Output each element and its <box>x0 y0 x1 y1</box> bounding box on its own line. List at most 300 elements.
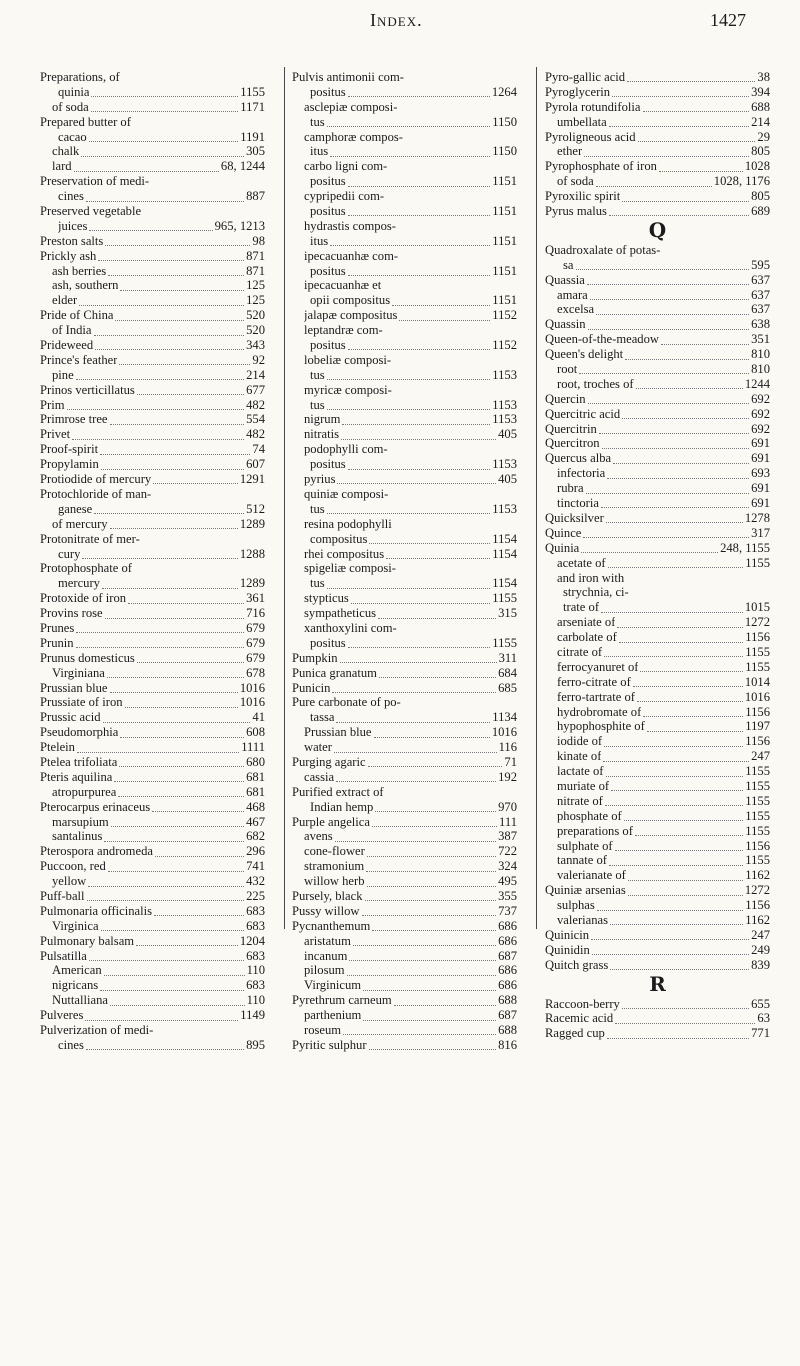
entry-term: valerianate of <box>557 868 626 883</box>
dot-leader <box>332 683 496 693</box>
dot-leader <box>336 713 490 723</box>
entry-page-ref: 1288 <box>239 546 265 561</box>
entry-page-ref: 1155 <box>745 644 770 659</box>
entry-term: Quicksilver <box>545 510 604 525</box>
index-entry <box>292 517 517 532</box>
index-entry <box>40 770 265 785</box>
dot-leader <box>327 504 491 514</box>
entry-term: Pussy willow <box>292 903 360 918</box>
dot-leader <box>635 826 743 836</box>
entry-page-ref: 689 <box>751 204 770 219</box>
entry-term: Quercin <box>545 391 586 406</box>
entry-term: atropurpurea <box>52 784 117 799</box>
index-entry <box>40 1023 265 1038</box>
index-entry <box>40 1008 265 1023</box>
dot-leader <box>336 772 496 782</box>
entry-page-ref: 351 <box>751 332 770 347</box>
entry-page-ref: 1156 <box>745 630 770 645</box>
entry-page-ref: 607 <box>246 457 265 472</box>
entry-page-ref: 1156 <box>745 838 770 853</box>
entry-page-ref: 1289 <box>239 576 265 591</box>
index-entry <box>40 85 265 100</box>
index-entry <box>545 585 770 600</box>
entry-page-ref: 1155 <box>745 808 770 823</box>
entry-page-ref: 679 <box>246 650 265 665</box>
entry-term: Propylamin <box>40 457 99 472</box>
index-entry <box>545 159 770 174</box>
index-entry <box>545 645 770 660</box>
entry-page-ref: 1197 <box>745 719 770 734</box>
entry-term: quinia <box>58 84 90 99</box>
dot-leader <box>348 266 491 276</box>
entry-term: Queen-of-the-meadow <box>545 332 659 347</box>
entry-term: Pulveres <box>40 1008 84 1023</box>
index-entry <box>40 398 265 413</box>
entry-term: Prunes <box>40 620 75 635</box>
dot-leader <box>152 802 244 812</box>
entry-page-ref: 361 <box>246 591 265 606</box>
index-entry <box>40 978 265 993</box>
entry-term: cone-flower <box>304 844 365 859</box>
dot-leader <box>622 192 749 202</box>
index-entry <box>292 487 517 502</box>
entry-term: positus <box>310 635 346 650</box>
dot-leader <box>349 951 496 961</box>
entry-term: positus <box>310 174 346 189</box>
dot-leader <box>76 623 244 633</box>
entry-page-ref: 692 <box>751 421 770 436</box>
entry-term: ash berries <box>52 263 107 278</box>
entry-page-ref: 805 <box>751 144 770 159</box>
index-entry <box>40 159 265 174</box>
dot-leader <box>590 290 749 300</box>
index-entry <box>545 70 770 85</box>
index-entry <box>545 958 770 973</box>
index-entry <box>40 219 265 234</box>
dot-leader <box>95 340 244 350</box>
dot-leader <box>615 1014 755 1024</box>
entry-term: Pyrus malus <box>545 204 607 219</box>
entry-term: Pumpkin <box>292 650 338 665</box>
dot-leader <box>110 415 245 425</box>
index-entry <box>292 189 517 204</box>
index-entry <box>545 496 770 511</box>
entry-term: Quinia <box>545 540 580 555</box>
index-entry <box>40 234 265 249</box>
entry-page-ref: 1111 <box>241 740 265 755</box>
dot-leader <box>587 275 749 285</box>
index-entry <box>40 829 265 844</box>
index-entry <box>292 100 517 115</box>
dot-leader <box>597 901 743 911</box>
index-entry <box>292 502 517 517</box>
entry-page-ref: 691 <box>751 481 770 496</box>
index-entry <box>545 615 770 630</box>
dot-leader <box>115 311 244 321</box>
entry-page-ref: 1152 <box>492 308 517 323</box>
entry-page-ref: 678 <box>246 665 265 680</box>
dot-leader <box>596 177 712 187</box>
index-entry <box>545 273 770 288</box>
entry-term: Pyroglycerin <box>545 84 611 99</box>
entry-page-ref: 225 <box>246 888 265 903</box>
entry-page-ref: 1191 <box>240 129 265 144</box>
index-entry <box>40 1038 265 1053</box>
index-entry <box>545 174 770 189</box>
dot-leader <box>637 692 743 702</box>
entry-page-ref: 1155 <box>240 84 265 99</box>
index-entry <box>545 839 770 854</box>
index-entry <box>292 978 517 993</box>
dot-leader <box>348 460 491 470</box>
running-title: Index. <box>370 10 423 30</box>
index-entry <box>545 749 770 764</box>
entry-page-ref: 1016 <box>744 689 770 704</box>
index-entry <box>292 919 517 934</box>
dot-leader <box>137 653 244 663</box>
entry-term: incanum <box>304 948 348 963</box>
entry-term: Ragged cup <box>545 1026 605 1041</box>
index-entry <box>40 442 265 457</box>
index-entry <box>292 606 517 621</box>
entry-page-ref: 691 <box>751 496 770 511</box>
entry-term: Prideweed <box>40 338 94 353</box>
entry-term: ipecacuanhæ com- <box>304 248 399 263</box>
dot-leader <box>334 743 497 753</box>
entry-page-ref: 1155 <box>745 853 770 868</box>
index-entry <box>292 651 517 666</box>
entry-page-ref: 810 <box>751 347 770 362</box>
entry-term: ganese <box>58 501 93 516</box>
entry-term: Pulmonaria officinalis <box>40 903 153 918</box>
dot-leader <box>351 594 490 604</box>
entry-term: Punicin <box>292 680 331 695</box>
index-entry <box>292 353 517 368</box>
index-entry <box>292 159 517 174</box>
index-entry <box>40 293 265 308</box>
entry-term: tus <box>310 576 325 591</box>
entry-page-ref: 655 <box>751 996 770 1011</box>
entry-term: Pterocarpus erinaceus <box>40 799 151 814</box>
entry-term: sulphate of <box>557 838 613 853</box>
entry-term: Preserved vegetable <box>40 204 142 219</box>
index-entry <box>40 934 265 949</box>
index-entry <box>545 571 770 586</box>
entry-term: cacao <box>58 129 87 144</box>
index-entry <box>545 511 770 526</box>
entry-term: roseum <box>304 1023 342 1037</box>
entry-term: citrate of <box>557 644 603 659</box>
entry-page-ref: 116 <box>498 740 517 755</box>
dot-leader <box>365 891 497 901</box>
entry-page-ref: 1028, 1176 <box>713 174 770 189</box>
entry-page-ref: 110 <box>246 993 265 1008</box>
index-entry <box>292 963 517 978</box>
entry-term: Quercitric acid <box>545 406 621 421</box>
entry-term: Pyrethrum carneum <box>292 993 392 1008</box>
entry-term: stypticus <box>304 591 349 606</box>
dot-leader <box>613 454 749 464</box>
index-entry <box>40 606 265 621</box>
entry-term: Protoxide of iron <box>40 591 127 606</box>
index-entry <box>40 532 265 547</box>
index-entry <box>545 362 770 377</box>
entry-page-ref: 1272 <box>744 615 770 630</box>
index-entry <box>292 725 517 740</box>
index-entry <box>292 219 517 234</box>
entry-term: cypripedii com- <box>304 189 385 204</box>
entry-term: Quercitron <box>545 436 600 451</box>
entry-term: willow herb <box>304 874 365 889</box>
entry-term: American <box>52 963 102 978</box>
index-entry <box>292 621 517 636</box>
entry-term: pine <box>52 367 74 382</box>
entry-term: lactate of <box>557 764 604 779</box>
dot-leader <box>103 713 251 723</box>
entry-term: Punica granatum <box>292 665 377 680</box>
entry-term: itus <box>310 233 329 248</box>
index-entry <box>292 800 517 815</box>
dot-leader <box>607 469 749 479</box>
dot-leader <box>353 936 496 946</box>
dot-leader <box>100 445 250 455</box>
entry-term: Pycnanthemum <box>292 918 371 933</box>
entry-term: nitratis <box>304 427 339 442</box>
index-entry <box>292 815 517 830</box>
section-letter: Q <box>648 217 667 242</box>
dot-leader <box>583 528 749 538</box>
entry-page-ref: 1151 <box>492 293 517 308</box>
index-entry <box>545 853 770 868</box>
dot-leader <box>602 439 750 449</box>
entry-page-ref: 512 <box>246 501 265 516</box>
dot-leader <box>610 915 743 925</box>
page-header <box>0 10 800 40</box>
dot-leader <box>81 147 244 157</box>
dot-leader <box>128 594 244 604</box>
index-entry <box>292 144 517 159</box>
entry-page-ref: 311 <box>498 650 517 665</box>
entry-term: Pterospora andromeda <box>40 844 153 859</box>
dot-leader <box>609 206 749 216</box>
entry-term: asclepiæ composi- <box>304 99 398 114</box>
index-entry <box>545 377 770 392</box>
index-entry <box>292 561 517 576</box>
entry-term: Pulmonary balsam <box>40 933 135 948</box>
dot-leader <box>581 543 718 553</box>
dot-leader <box>588 320 750 330</box>
dot-leader <box>378 609 496 619</box>
entry-term: pilosum <box>304 963 345 978</box>
dot-leader <box>91 102 239 112</box>
dot-leader <box>609 117 749 127</box>
entry-page-ref: 1156 <box>745 898 770 913</box>
entry-term: sa <box>563 257 574 272</box>
entry-term: Pteris aquilina <box>40 769 113 784</box>
index-entry <box>292 844 517 859</box>
entry-term: Pseudomorphia <box>40 725 119 740</box>
dot-leader <box>643 102 750 112</box>
entry-term: nitrate of <box>557 793 603 808</box>
dot-leader <box>592 945 749 955</box>
entry-page-ref: 1244 <box>744 376 770 391</box>
entry-term: parthenium <box>304 1008 362 1023</box>
entry-term: Pyritic sulphur <box>292 1037 367 1052</box>
entry-page-ref: 1155 <box>745 659 770 674</box>
dot-leader <box>608 558 744 568</box>
index-entry <box>40 666 265 681</box>
dot-leader <box>366 862 496 872</box>
entry-term: Nuttalliana <box>52 993 108 1008</box>
entry-term: Prinos verticillatus <box>40 382 135 397</box>
index-entry <box>292 904 517 919</box>
entry-term: root <box>557 362 578 377</box>
index-entry <box>40 651 265 666</box>
entry-page-ref: 965, 1213 <box>214 218 265 233</box>
entry-term: Privet <box>40 427 71 442</box>
entry-term: Queen's delight <box>545 347 624 362</box>
entry-term: Prim <box>40 397 65 412</box>
entry-page-ref: 1154 <box>492 531 517 546</box>
entry-page-ref: 1153 <box>492 457 517 472</box>
index-entry <box>40 561 265 576</box>
index-entry <box>292 1023 517 1038</box>
index-entry <box>545 347 770 362</box>
index-entry <box>292 547 517 562</box>
entry-page-ref: 1291 <box>239 472 265 487</box>
dot-leader <box>610 960 749 970</box>
dot-leader <box>341 430 496 440</box>
entry-page-ref: 1154 <box>492 546 517 561</box>
entry-term: Prussian blue <box>304 725 372 740</box>
dot-leader <box>154 906 244 916</box>
entry-page-ref: 1171 <box>240 99 265 114</box>
entry-term: Preparations, of <box>40 70 120 84</box>
entry-page-ref: 686 <box>498 978 517 993</box>
index-entry <box>292 130 517 145</box>
index-entry <box>40 710 265 725</box>
entry-term: umbellata <box>557 114 607 129</box>
dot-leader <box>118 787 244 797</box>
entry-page-ref: 249 <box>751 942 770 957</box>
entry-page-ref: 405 <box>498 472 517 487</box>
index-entry <box>292 695 517 710</box>
index-entry <box>545 302 770 317</box>
entry-term: avens <box>304 829 333 844</box>
dot-leader <box>372 921 496 931</box>
index-entry <box>40 189 265 204</box>
dot-leader <box>615 841 744 851</box>
entry-term: positus <box>310 457 346 472</box>
index-entry <box>545 898 770 913</box>
entry-page-ref: 98 <box>252 233 265 248</box>
entry-page-ref: 684 <box>498 665 517 680</box>
dot-leader <box>348 87 490 97</box>
dot-leader <box>647 722 743 732</box>
entry-term: Preston salts <box>40 233 104 248</box>
index-entry <box>40 725 265 740</box>
entry-page-ref: 810 <box>751 362 770 377</box>
entry-term: of mercury <box>52 516 108 531</box>
entry-page-ref: 686 <box>498 963 517 978</box>
index-entry <box>292 770 517 785</box>
entry-term: spigeliæ composi- <box>304 561 396 576</box>
index-entry <box>545 451 770 466</box>
entry-term: Preservation of medi- <box>40 174 150 189</box>
dot-leader <box>327 117 491 127</box>
entry-page-ref: 1264 <box>491 84 517 99</box>
entry-page-ref: 1153 <box>492 412 517 427</box>
dot-leader <box>661 335 749 345</box>
entry-term: Pyro-gallic acid <box>545 70 626 84</box>
dot-leader <box>110 519 238 529</box>
entry-term: Prunin <box>40 635 74 650</box>
index-entry <box>40 487 265 502</box>
dot-leader <box>624 811 744 821</box>
dot-leader <box>119 355 250 365</box>
index-entry <box>40 457 265 472</box>
entry-page-ref: 63 <box>757 1011 770 1026</box>
entry-page-ref: 683 <box>246 978 265 993</box>
dot-leader <box>72 430 244 440</box>
entry-page-ref: 520 <box>246 308 265 323</box>
dot-leader <box>111 817 244 827</box>
dot-leader <box>627 72 755 82</box>
index-entry <box>292 740 517 755</box>
entry-term: juices <box>58 218 88 233</box>
index-entry <box>40 740 265 755</box>
entry-term: valerianas <box>557 912 609 927</box>
dot-leader <box>604 647 743 657</box>
entry-term: Purple angelica <box>292 814 370 829</box>
dot-leader <box>337 474 496 484</box>
entry-term: and iron with <box>557 570 625 585</box>
entry-page-ref: 38 <box>757 70 770 84</box>
entry-page-ref: 685 <box>498 680 517 695</box>
dot-leader <box>110 996 245 1006</box>
dot-leader <box>155 847 244 857</box>
dot-leader <box>76 370 244 380</box>
dot-leader <box>348 177 491 187</box>
entry-term: mercury <box>58 576 100 591</box>
entry-page-ref: 681 <box>246 784 265 799</box>
index-entry <box>292 1008 517 1023</box>
index-entry <box>545 85 770 100</box>
entry-term: jalapæ compositus <box>304 308 398 323</box>
dot-leader <box>327 370 491 380</box>
entry-term: tannate of <box>557 853 607 868</box>
entry-term: cury <box>58 546 81 561</box>
entry-term: Pulvis antimonii com- <box>292 70 404 84</box>
index-entry <box>292 85 517 100</box>
index-entry <box>292 755 517 770</box>
entry-term: myricæ composi- <box>304 382 392 397</box>
entry-term: positus <box>310 84 346 99</box>
index-entry <box>292 710 517 725</box>
index-entry <box>545 407 770 422</box>
index-entry <box>545 719 770 734</box>
index-entry <box>545 481 770 496</box>
index-entry <box>292 383 517 398</box>
entry-page-ref: 482 <box>246 397 265 412</box>
entry-page-ref: 305 <box>246 144 265 159</box>
index-entry <box>40 621 265 636</box>
entry-term: resina podophylli <box>304 516 392 531</box>
entry-term: of soda <box>52 99 89 114</box>
entry-term: rhei compositus <box>304 546 385 561</box>
entry-page-ref: 317 <box>751 525 770 540</box>
entry-page-ref: 595 <box>751 257 770 272</box>
